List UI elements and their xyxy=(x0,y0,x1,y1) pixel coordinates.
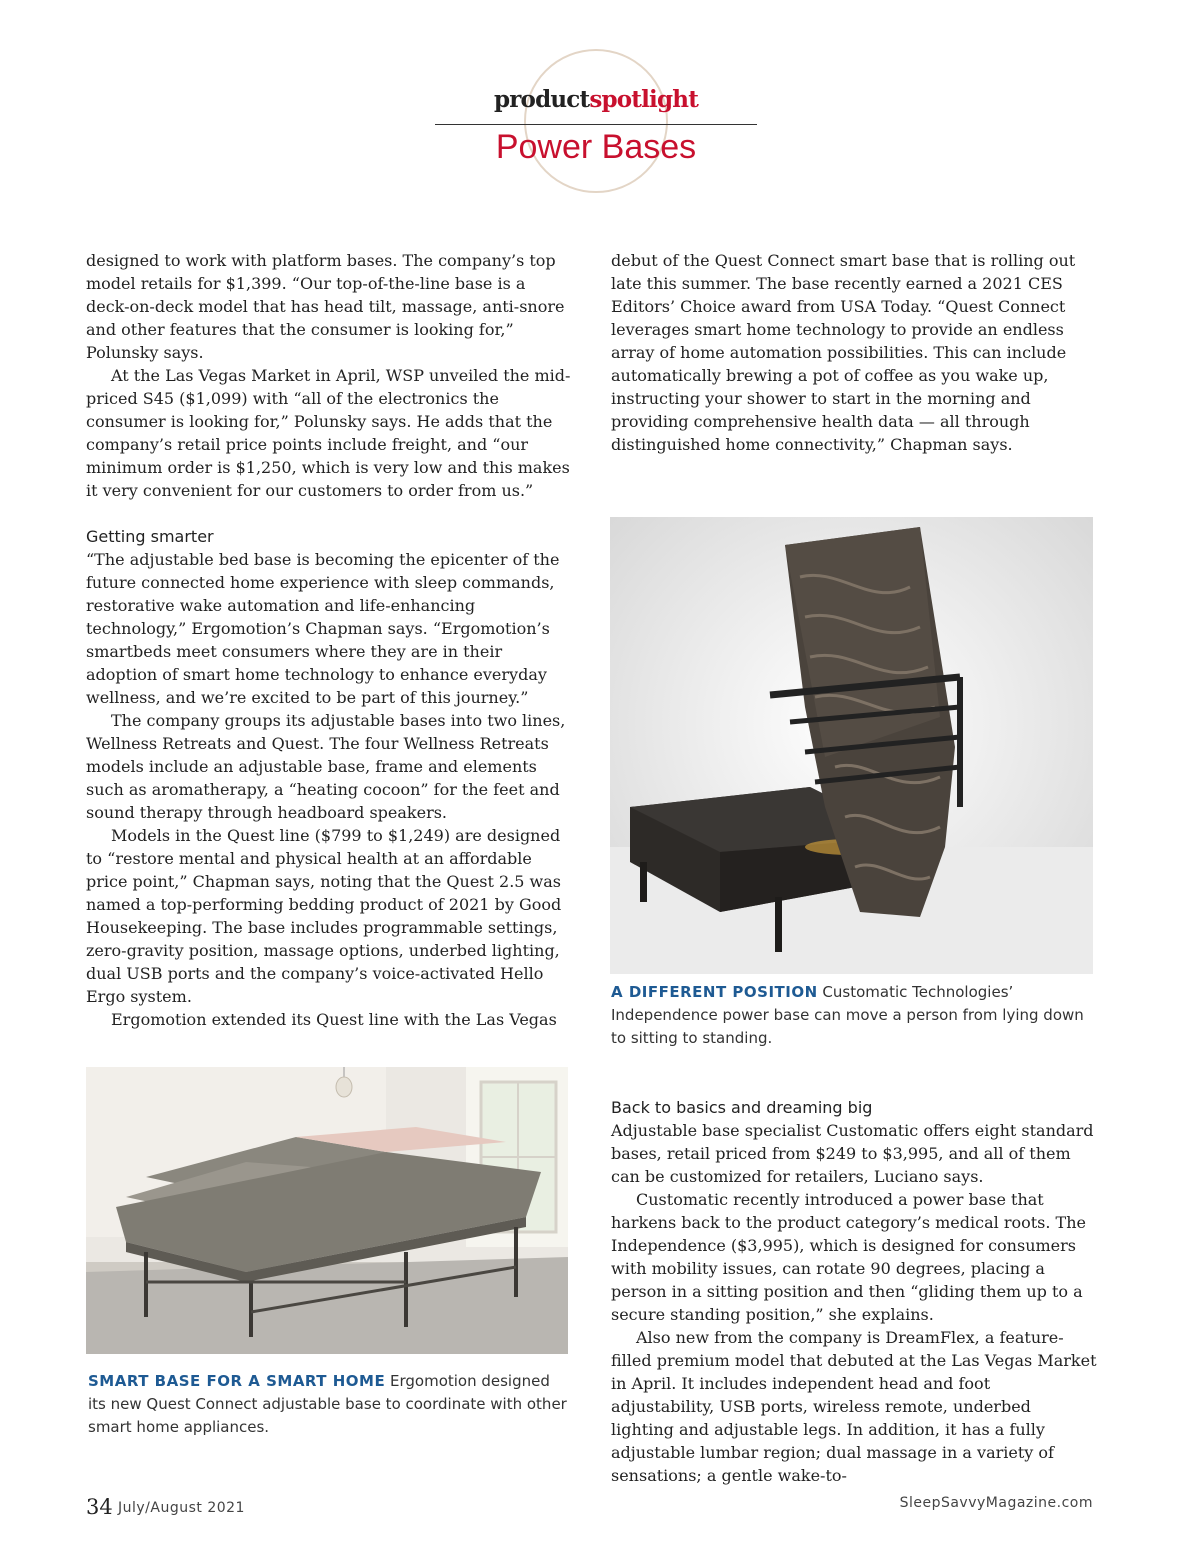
paragraph: Adjustable base specialist Customatic offers eight standard bases, retail priced from $249 to $3,995, and all of them can be customized for retailers, Luciano says. xyxy=(611,1121,1094,1186)
caption-lead: SMART BASE FOR A SMART HOME xyxy=(88,1372,386,1390)
paragraph: debut of the Quest Connect smart base that is rolling out late this summer. The base recently earned a 2021 CES Editors’ Choice award from USA Today. “Quest Connect leverages smart home technology to provide an endless array of home automation possibilities. This can include automatically brewing a pot of coffee as you wake up, instructing your shower to start in the morning and providing comprehensive health data — all through distinguished home connectivity,” Chapman says. xyxy=(611,251,1076,454)
caption-smart-base xyxy=(88,1370,572,1439)
photo-smart-base-bedroom xyxy=(86,1067,568,1354)
photo-independence-base xyxy=(610,517,1093,974)
caption-text: Ergomotion designed its new Quest Connect adjustable base to coordinate with other smart home appliances. xyxy=(88,1372,567,1436)
caption-lead: A DIFFERENT POSITION xyxy=(611,983,818,1001)
article-column-left xyxy=(86,249,572,1031)
bedroom-illustration xyxy=(86,1067,568,1354)
issue-date: July/August 2021 xyxy=(118,1500,245,1516)
paragraph: Models in the Quest line ($799 to $1,249) are designed to “restore mental and physical health at an affordable price point,” Chapman says, noting that the Quest 2.5 was named a top-performing bedding product of 2021 by Good Housekeeping. The base includes programmable settings, zero-gravity position, massage options, underbed lighting, dual USB ports and the company’s voice-activated Hello Ergo system. xyxy=(86,826,562,1006)
paragraph: “The adjustable bed base is becoming the epicenter of the future connected home experience with sleep commands, restorative wake automation and life-enhancing technology,” Ergomotion’s Chapman says. “Ergomotion’s smartbeds meet consumers where they are in their adoption of smart home technology to enhance everyday wellness, and we’re excited to be part of this journey.” xyxy=(86,550,560,707)
paragraph: designed to work with platform bases. The company’s top model retails for $1,399. “Our top-of-the-line base is a deck-on-deck model that has head tilt, massage, anti-snore and other features that the consumer is looking for,” Polunsky says. xyxy=(86,251,565,362)
kicker-product: product xyxy=(493,86,590,113)
paragraph: Customatic recently introduced a power base that harkens back to the product category’s medical roots. The Independence ($3,995), which is designed for consumers with mobility issues, can rotate 90 degrees, placing a person in a sitting position and then “gliding them up to a secure standing position,” she explains. xyxy=(611,1190,1086,1324)
paragraph: Ergomotion extended its Quest line with the Las Vegas xyxy=(111,1010,557,1029)
subhead-getting-smarter: Getting smarter xyxy=(86,527,214,546)
paragraph: Also new from the company is DreamFlex, a feature-filled premium model that debuted at the Las Vegas Market in April. It includes independent head and foot adjustability, USB ports, wireless remote, underbed lighting and adjustable legs. In addition, it has a fully adjustable lumbar region; dual massage in a variety of sensations; a gentle wake-to- xyxy=(611,1328,1097,1485)
website-link[interactable]: SleepSavvyMagazine.com xyxy=(899,1495,1093,1511)
caption-different-position xyxy=(611,981,1097,1050)
page-number: 34 xyxy=(86,1495,113,1519)
header-circle-ornament xyxy=(524,49,668,193)
subhead-back-to-basics: Back to basics and dreaming big xyxy=(611,1098,873,1117)
header-divider xyxy=(435,124,757,125)
section-kicker xyxy=(435,86,757,113)
paragraph: The company groups its adjustable bases into two lines, Wellness Retreats and Quest. The four Wellness Retreats models include an adjustable base, frame and elements such as aromatherapy, a “heating cocoon” for the feet and sound therapy through headboard speakers. xyxy=(86,711,566,822)
kicker-spotlight: spotlight xyxy=(589,86,699,113)
power-base-illustration xyxy=(610,517,1093,974)
article-column-right-bottom xyxy=(611,1096,1097,1487)
page-title: Power Bases xyxy=(495,128,697,166)
article-column-right-top xyxy=(611,249,1097,456)
caption-text: Customatic Technologies’ Independence power base can move a person from lying down to sitting to standing. xyxy=(611,983,1084,1047)
paragraph: At the Las Vegas Market in April, WSP unveiled the mid-priced S45 ($1,099) with “all of the electronics the consumer is looking for,” Polunsky says. He adds that the company’s retail price points include freight, and “our minimum order is $1,250, which is very low and this makes it very convenient for our customers to order from us.” xyxy=(86,366,571,500)
